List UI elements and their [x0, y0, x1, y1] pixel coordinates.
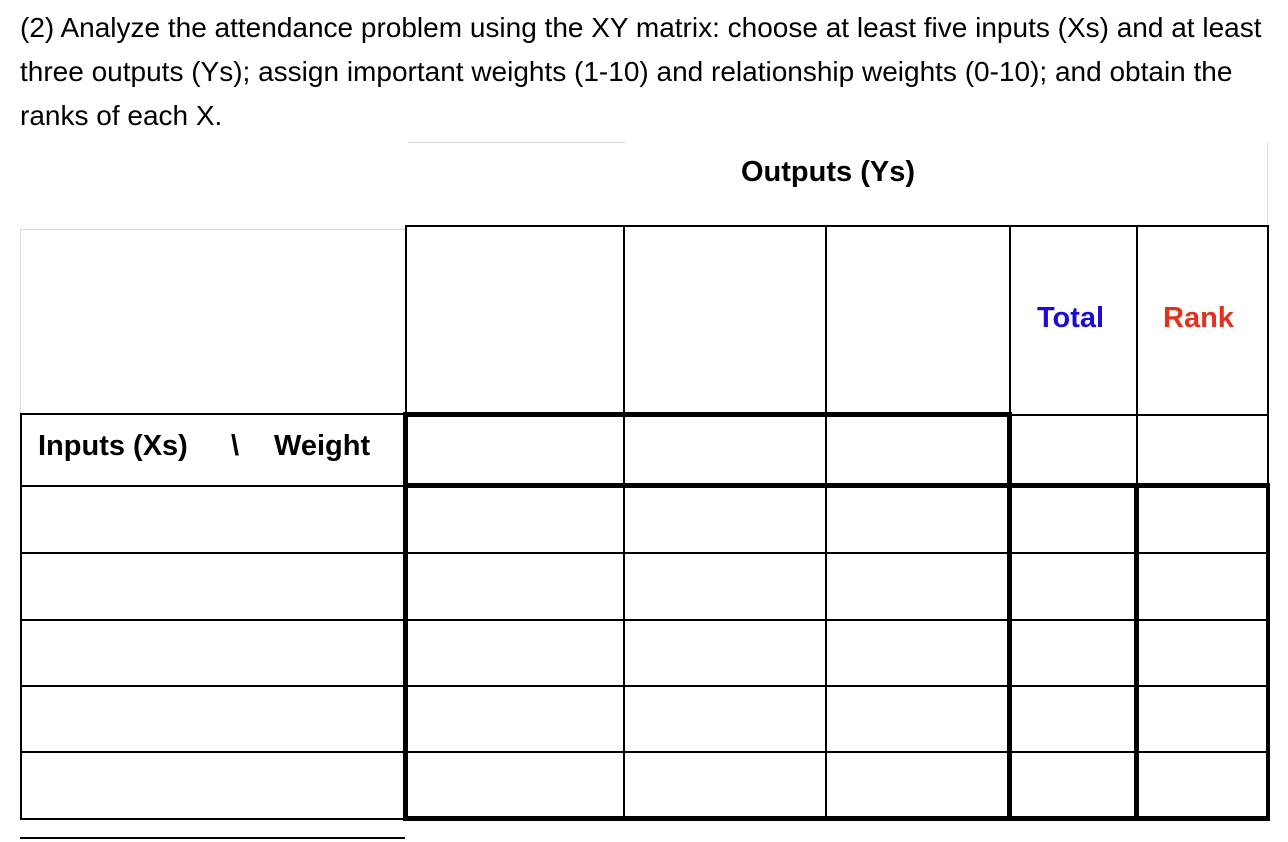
value-cell-1[interactable]: [408, 555, 623, 618]
value-cell-1[interactable]: [408, 688, 623, 750]
value-cell-2[interactable]: [625, 622, 825, 684]
value-cell-3[interactable]: [827, 688, 1007, 750]
header-col-line-0: [405, 225, 407, 415]
weight-right-col-1: [1267, 415, 1269, 487]
footer-line: [20, 837, 405, 839]
separator-label: \: [231, 430, 240, 462]
rank-cell[interactable]: [1139, 622, 1266, 684]
value-cell-2[interactable]: [625, 555, 825, 618]
rank-cell[interactable]: [1139, 555, 1266, 618]
header-right-gray-line: [1267, 142, 1268, 226]
value-cell-2[interactable]: [625, 488, 825, 551]
row-line-left-3: [20, 619, 407, 621]
header-top-gray-line: [408, 142, 626, 143]
total-cell[interactable]: [1012, 488, 1134, 551]
corner-top-gray-line: [20, 229, 406, 230]
row-line-right-4: [405, 685, 1268, 687]
total-cell[interactable]: [1012, 754, 1134, 817]
input-cell[interactable]: [22, 622, 403, 684]
total-label: Total: [1037, 302, 1105, 334]
weight-box-top: [403, 412, 1012, 417]
row-line-left-2: [20, 552, 407, 554]
row-line-right-2: [405, 552, 1268, 554]
outputs-header: Outputs (Ys): [741, 156, 915, 188]
row-line-left-4: [20, 685, 407, 687]
header-col-line-3: [1009, 225, 1011, 415]
value-cell-3[interactable]: [827, 622, 1007, 684]
value-cell-3[interactable]: [827, 555, 1007, 618]
value-cell-1[interactable]: [408, 622, 623, 684]
row-line-left-5: [20, 751, 407, 753]
total-cell[interactable]: [1012, 688, 1134, 750]
row-line-left-6: [20, 818, 407, 820]
row-line-right-5: [405, 751, 1268, 753]
weight-label: Weight: [274, 430, 371, 462]
rank-box-right: [1266, 483, 1270, 821]
weight-row-bottom-left: [20, 485, 407, 487]
header-col-line-2: [825, 225, 827, 415]
value-cell-1[interactable]: [408, 754, 623, 817]
header-col-line-4: [1136, 225, 1138, 415]
value-cell-2[interactable]: [625, 754, 825, 817]
value-cell-3[interactable]: [827, 754, 1007, 817]
header-top-border: [405, 225, 1268, 227]
input-cell[interactable]: [22, 754, 403, 817]
rank-cell[interactable]: [1139, 754, 1266, 817]
question-text: (2) Analyze the attendance problem using the XY matrix: choose at least five inputs (Xs) and at least three outputs (Ys); assign important weights (1-10) and relationship weights (0-10); and obtain the ranks of each X.: [20, 12, 1262, 131]
value-cell-2[interactable]: [625, 688, 825, 750]
rank-label: Rank: [1163, 302, 1234, 334]
weight-row-top-left: [20, 413, 407, 415]
total-cell[interactable]: [1012, 622, 1134, 684]
value-cell-3[interactable]: [827, 488, 1007, 551]
value-cell-1[interactable]: [408, 488, 623, 551]
input-cell[interactable]: [22, 488, 403, 551]
rank-cell[interactable]: [1139, 688, 1266, 750]
rank-cell[interactable]: [1139, 488, 1266, 551]
input-cell[interactable]: [22, 555, 403, 618]
weight-row-top-right: [1009, 414, 1268, 416]
header-col-line-1: [623, 225, 625, 415]
input-cell[interactable]: [22, 688, 403, 750]
corner-left-gray-line: [20, 229, 21, 415]
header-col-line-5: [1267, 225, 1269, 415]
row-line-right-3: [405, 619, 1268, 621]
total-cell[interactable]: [1012, 555, 1134, 618]
weight-right-col-0: [1136, 415, 1138, 487]
inputs-label: Inputs (Xs): [38, 430, 188, 462]
